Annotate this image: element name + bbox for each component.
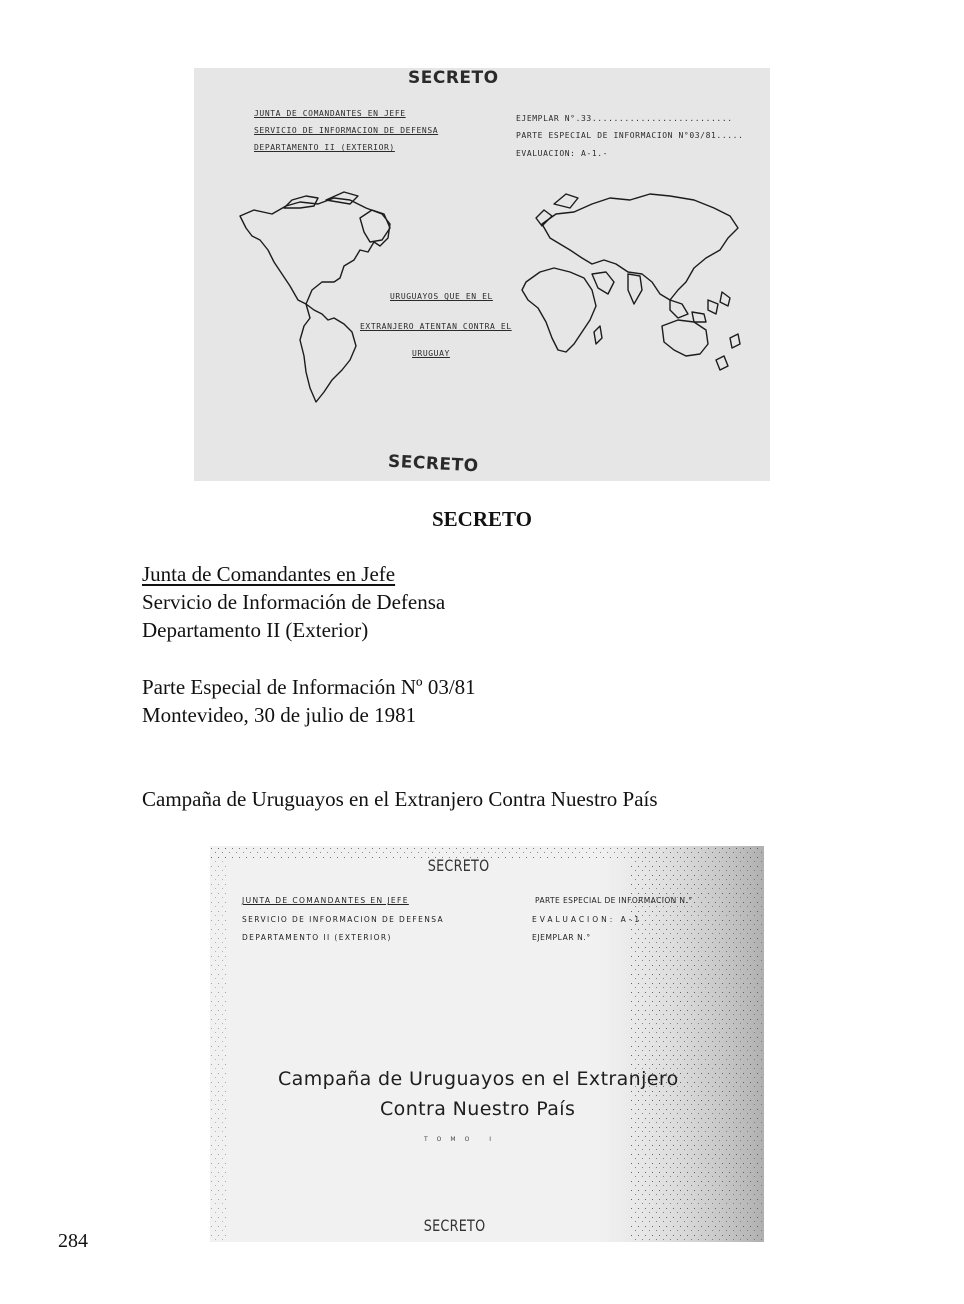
secret-stamp-top: SECRETO	[427, 856, 490, 875]
typed-org-line-3: DEPARTAMENTO II (EXTERIOR)	[254, 143, 395, 152]
copy-org-line-2: SERVICIO DE INFORMACION DE DEFENSA	[242, 915, 445, 924]
copy-org-line-1: JUNTA DE COMANDANTES EN JEFE	[242, 896, 409, 905]
secret-stamp-bottom: SECRETO	[387, 451, 480, 477]
copy-title-line-1: Campaña de Uruguayos en el Extranjero	[278, 1068, 679, 1090]
copy-title-line-2: Contra Nuestro País	[380, 1098, 576, 1120]
org-line-2: Servicio de Información de Defensa	[142, 590, 446, 614]
scanned-cover-map	[194, 68, 770, 481]
copy-evaluation: EVALUACION: A-1	[532, 915, 643, 924]
page-number: 284	[58, 1230, 88, 1252]
copy-copy-number: EJEMPLAR N.°	[532, 933, 591, 942]
copy-tomo: TOMO I	[424, 1136, 500, 1143]
copy-org-line-3: DEPARTAMENTO II (EXTERIOR)	[242, 933, 392, 942]
transcript-heading: SECRETO	[432, 507, 532, 531]
typed-report-number: PARTE ESPECIAL DE INFORMACION N°03/81.....	[516, 131, 744, 140]
typed-org-line-1: JUNTA DE COMANDANTES EN JEFE	[254, 109, 406, 118]
map-caption-line-3: URUGUAY	[412, 349, 450, 358]
report-number-line: Parte Especial de Información Nº 03/81	[142, 675, 476, 699]
secret-stamp-bottom: SECRETO	[423, 1216, 486, 1235]
copy-report-number: PARTE ESPECIAL DE INFORMACION N.°	[535, 896, 693, 905]
secret-stamp-top: SECRETO	[408, 68, 499, 88]
photocopy-noise	[210, 846, 764, 1242]
org-line-3: Departamento II (Exterior)	[142, 618, 369, 642]
report-title-line: Campaña de Uruguayos en el Extranjero Contra Nuestro País	[142, 787, 658, 811]
map-caption-line-1: URUGUAYOS QUE EN EL	[390, 292, 493, 301]
org-line-1: Junta de Comandantes en Jefe	[142, 562, 396, 586]
map-caption-line-2: EXTRANJERO ATENTAN CONTRA EL	[360, 322, 512, 331]
typed-copy-number: EJEMPLAR N°.33..........................	[516, 114, 733, 123]
typed-org-line-2: SERVICIO DE INFORMACION DE DEFENSA	[254, 126, 439, 135]
report-date-line: Montevideo, 30 de julio de 1981	[142, 703, 417, 727]
typed-evaluation: EVALUACION: A-1.-	[516, 149, 609, 158]
scanned-cover-tomo	[210, 846, 764, 1242]
